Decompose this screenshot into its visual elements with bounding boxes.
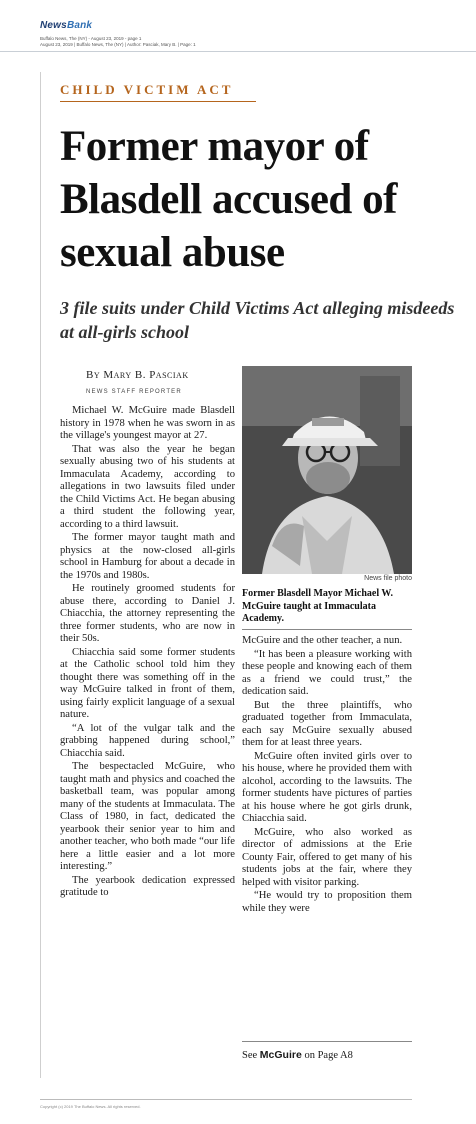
jump-divider [242,1041,412,1042]
source-meta-line: August 23, 2019 | Buffalo News, The (NY) | Author: Pasciak, Mary B. | Page: 1 [40,42,196,47]
photo-credit: News file photo [364,575,412,582]
paragraph: He routinely groomed students for abuse there, according to Daniel J. Chiacchia, the attorney representing the three former students, who are now in their 50s. [60,583,235,644]
paragraph: But the three plaintiffs, who graduated together from Immaculata, each say McGuire sexually abused them for at least three years. [242,699,412,748]
paragraph: The former mayor taught math and physics at the now-closed all-girls school in Hamburg for about a decade in the 1970s and 1980s. [60,532,235,581]
headline: Former mayor of Blasdell accused of sexual abuse [60,123,397,276]
photo-caption: Former Blasdell Mayor Michael W. McGuire taught at Immaculata Academy. [242,588,394,624]
paragraph: McGuire, who also worked as director of admissions at the Erie County Fair, offered to get many of his students jobs at the fair, where they helped with visitor parking. [242,826,412,888]
newsbank-logo[interactable]: NewsBank [40,20,93,31]
section-kicker: CHILD VICTIM ACT [60,82,234,97]
caption-divider [242,629,412,630]
paragraph: “It has been a pleasure working with these people and knowing each of them as a friend we could trust,” the dedication said. [242,648,412,697]
paragraph: McGuire and the other teacher, a nun. [242,635,403,646]
subheadline: 3 file suits under Child Victims Act alleging misdeeds at all-girls school [60,298,455,342]
paragraph: The bespectacled McGuire, who taught math and physics and coached the basketball team, was popular among many of the students at Immaculata. The Class of 1980, in fact, dedicated the yearbook their senior year to him and another teacher, who both made “our life here a little easier and a lot more interesting.” [60,761,235,872]
continuation-jump-link[interactable]: See McGuire on Page A8 [242,1049,353,1061]
staff-label: NEWS STAFF REPORTER [86,389,182,395]
paragraph: “A lot of the vulgar talk and the grabbing happened during school,” Chiacchia said. [60,722,235,759]
kicker-underline [60,101,256,102]
paragraph: That was also the year he began sexually abusing two of his students at Immaculata Academy, according to allegations in two lawsuits filed under the Child Victims Act. He began abusing a third student the following year, according to a third lawsuit. [60,443,235,530]
page-bottom-rule [40,1099,412,1100]
portrait-photo-illustration [242,366,412,574]
paragraph: Michael W. McGuire made Blasdell history in 1978 when he was sworn in as the village's youngest mayor at 27. [60,405,235,441]
source-meta-line: Buffalo News, The (NY) - August 23, 2019 - page 1 [40,36,142,41]
article-column-2 [242,635,412,916]
paragraph: “He would try to proposition them while they were [242,890,412,914]
paragraph: McGuire often invited girls over to his house, where he provided them with alcohol, according to the lawsuits. The former students have pictures of parties at his house where he got girls drunk, Chiacchia said. [242,750,412,824]
paragraph: Chiacchia said some former students at the Catholic school told him they thought there was something off in the way McGuire talked in front of them, using fairly explicit language of a sexual nature. [60,646,235,720]
article-photo [242,366,412,574]
paragraph: The yearbook dedication expressed gratitude to [60,874,235,898]
newsbank-header [0,0,476,52]
page-margin-rule [40,72,41,1078]
copyright-footer: Copyright (c) 2019 The Buffalo News. All rights reserved. [40,1104,141,1109]
article-column-1 [60,405,235,901]
byline: By Mary B. Pasciak [86,369,189,381]
